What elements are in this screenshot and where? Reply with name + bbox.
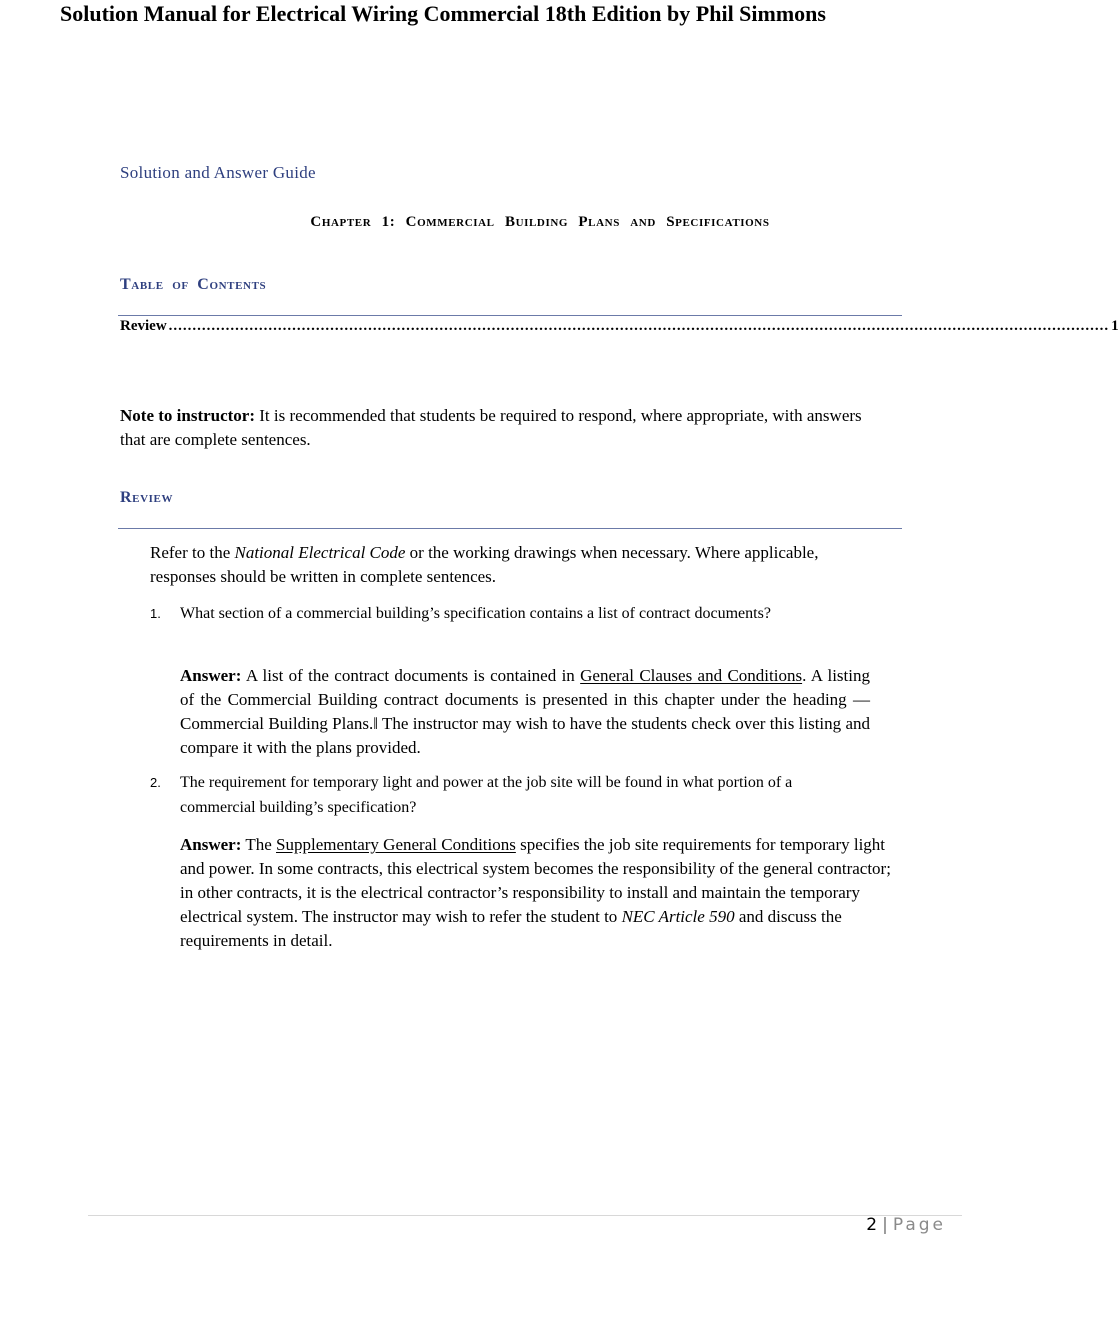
answer-underlined-term: Supplementary General Conditions xyxy=(276,835,516,854)
toc-heading: Table of Contents xyxy=(120,276,267,293)
answer-label: Answer: xyxy=(180,666,242,685)
answer-pre: A list of the contract documents is contained in xyxy=(241,666,581,685)
question-text: The requirement for temporary light and power at the job site will be found in what portion of a commercial building’s specification? xyxy=(180,774,793,816)
answer-post: . A listing of the Commercial Building contract documents is presented in this chapter under the heading —Commercial Building Plans.‖ The instructor may wish to have the students check over this listing and compare it with the plans provided. xyxy=(180,666,870,757)
answer-mid: specifies the job site requirements for temporary light and power. In some contracts, this electrical system becomes the responsibility of the general contractor; in other contracts, it is the electrical contractor’s responsibility to install and maintain the temporary electrical system. The instructor may wish to refer the student to xyxy=(180,835,891,926)
review-divider xyxy=(118,528,902,529)
instructor-note xyxy=(120,404,890,452)
footer-separator: | xyxy=(882,1215,888,1235)
note-text: It is recommended that students be required to respond, where appropriate, with answers that are complete sentences. xyxy=(120,406,862,449)
answer-label: Answer: xyxy=(180,835,242,854)
note-label: Note to instructor: xyxy=(120,406,256,425)
chapter-heading: Chapter 1: Commercial Building Plans and Specifications xyxy=(310,214,770,230)
toc-entry-page: 1 xyxy=(1111,318,1119,334)
toc-entry-label: Review xyxy=(120,318,167,334)
toc-entry-leader: ...................................................................................................................................................................................................... xyxy=(168,318,1110,334)
toc-entry-review[interactable] xyxy=(120,318,1119,335)
intro-text-post: or the working drawings when necessary. Where applicable, responses should be written in complete sentences. xyxy=(150,543,819,586)
page-label: Page xyxy=(892,1215,946,1235)
intro-text-pre: Refer to the xyxy=(150,543,235,562)
review-intro xyxy=(150,541,870,589)
toc-divider xyxy=(118,315,902,316)
review-heading: Review xyxy=(120,489,174,506)
answer-post: and discuss the requirements in detail. xyxy=(180,907,842,950)
footer-divider xyxy=(88,1215,962,1216)
guide-label: Solution and Answer Guide xyxy=(120,163,316,182)
document-title: Solution Manual for Electrical Wiring Commercial 18th Edition by Phil Simmons xyxy=(60,1,826,26)
page-footer xyxy=(866,1215,946,1235)
question-text: What section of a commercial building’s specification contains a list of contract documents? xyxy=(180,605,771,622)
answer-pre: The xyxy=(241,835,277,854)
question-number: 2. xyxy=(150,775,161,790)
question-number: 1. xyxy=(150,606,161,621)
answer-underlined-term: General Clauses and Conditions xyxy=(580,666,803,685)
answer-text xyxy=(180,664,870,760)
intro-code-title: National Electrical Code xyxy=(234,543,406,562)
answer-italic-reference: NEC Article 590 xyxy=(621,907,735,926)
answer-text xyxy=(180,833,892,953)
page-number: 2 xyxy=(866,1215,878,1235)
